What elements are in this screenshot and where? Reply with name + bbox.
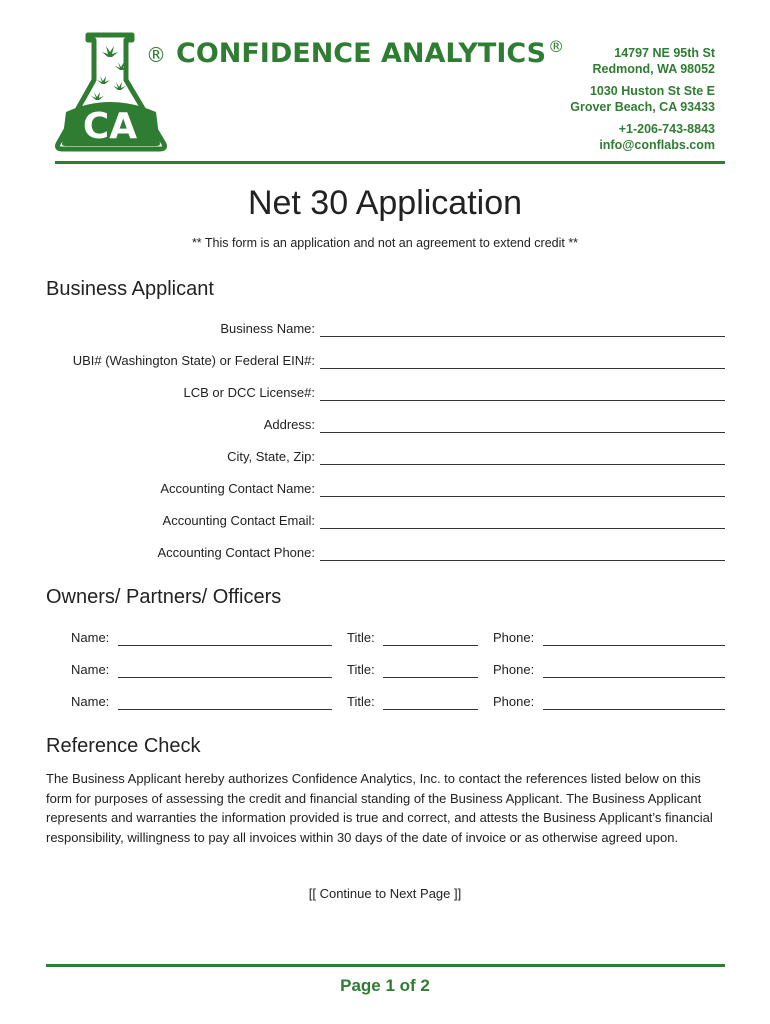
address2-line2: Grover Beach, CA 93433: [570, 100, 715, 114]
city-state-zip-row: [0, 449, 770, 481]
accounting-contact-phone-field[interactable]: [320, 560, 725, 561]
brand-title: CONFIDENCE ANALYTICS: [176, 38, 547, 69]
accounting-contact-name-field[interactable]: [320, 496, 725, 497]
owners-heading: Owners/ Partners/ Officers: [46, 586, 282, 608]
owner-row: [0, 630, 770, 662]
address-field[interactable]: [320, 432, 725, 433]
contact-email: info@conflabs.com: [599, 138, 715, 152]
address-label: Address:: [263, 417, 315, 432]
owner-phone-label: Phone:: [493, 694, 535, 709]
logo-monogram: CA: [82, 106, 138, 147]
owner-phone-field[interactable]: [543, 677, 725, 678]
header-divider: [55, 161, 725, 164]
contact-block: [570, 45, 715, 153]
business-name-field[interactable]: [320, 336, 725, 337]
ubi-ein-row: [0, 353, 770, 385]
owner-title-label: Title:: [347, 694, 375, 709]
contact-phone: +1-206-743-8843: [618, 122, 715, 136]
license-row: [0, 385, 770, 417]
continue-note: [[ Continue to Next Page ]]: [308, 886, 462, 901]
business-name-label: Business Name:: [220, 321, 315, 336]
accounting-contact-email-field[interactable]: [320, 528, 725, 529]
license-field[interactable]: [320, 400, 725, 401]
owner-title-field[interactable]: [383, 709, 478, 710]
address1-line2: Redmond, WA 98052: [592, 62, 715, 76]
business-applicant-heading: Business Applicant: [46, 278, 214, 300]
ubi-ein-field[interactable]: [320, 368, 725, 369]
form-title: Net 30 Application: [247, 184, 523, 222]
accounting-contact-name-label: Accounting Contact Name:: [160, 481, 315, 496]
accounting-contact-email-label: Accounting Contact Email:: [162, 513, 315, 528]
city-state-zip-field[interactable]: [320, 464, 725, 465]
ubi-ein-label: UBI# (Washington State) or Federal EIN#:: [72, 353, 315, 368]
owner-row: [0, 662, 770, 694]
owner-title-field[interactable]: [383, 645, 478, 646]
owner-name-field[interactable]: [118, 677, 332, 678]
owner-phone-field[interactable]: [543, 645, 725, 646]
owner-name-label: Name:: [71, 630, 110, 645]
owner-name-label: Name:: [71, 694, 110, 709]
city-state-zip-label: City, State, Zip:: [227, 449, 315, 464]
owner-name-field[interactable]: [118, 709, 332, 710]
owner-title-field[interactable]: [383, 677, 478, 678]
owner-phone-label: Phone:: [493, 662, 535, 677]
registered-mark: ®: [146, 43, 166, 67]
reference-check-heading: Reference Check: [46, 735, 201, 757]
accounting-contact-phone-label: Accounting Contact Phone:: [157, 545, 315, 560]
brand-name: [146, 38, 564, 69]
owner-phone-field[interactable]: [543, 709, 725, 710]
owner-name-field[interactable]: [118, 645, 332, 646]
address1-line1: 14797 NE 95th St: [614, 46, 715, 60]
form-subtitle: ** This form is an application and not an agreement to extend credit **: [191, 236, 579, 250]
registered-mark-sup: ®: [548, 37, 565, 56]
accounting-contact-name-row: [0, 481, 770, 513]
address2-line1: 1030 Huston St Ste E: [589, 84, 715, 98]
owner-phone-label: Phone:: [493, 630, 535, 645]
address-row: [0, 417, 770, 449]
footer-divider: [46, 964, 725, 967]
owner-name-label: Name:: [71, 662, 110, 677]
license-label: LCB or DCC License#:: [183, 385, 315, 400]
owner-row: [0, 694, 770, 726]
owner-title-label: Title:: [347, 662, 375, 677]
accounting-contact-email-row: [0, 513, 770, 545]
reference-check-paragraph: The Business Applicant hereby authorizes Confidence Analytics, Inc. to contact the references listed below on this form for purposes of assessing the credit and financial standing of the Business Applicant. The Business Applicant represents and warranties the information provided is true and correct, and attests the Business Applicant’s financial responsibility, willingness to pay all invoices within 30 days of the date of invoice or as otherwise agreed upon.: [46, 771, 713, 845]
accounting-contact-phone-row: [0, 545, 770, 577]
business-name-row: [0, 321, 770, 353]
owner-title-label: Title:: [347, 630, 375, 645]
page-number: Page 1 of 2: [340, 976, 430, 995]
